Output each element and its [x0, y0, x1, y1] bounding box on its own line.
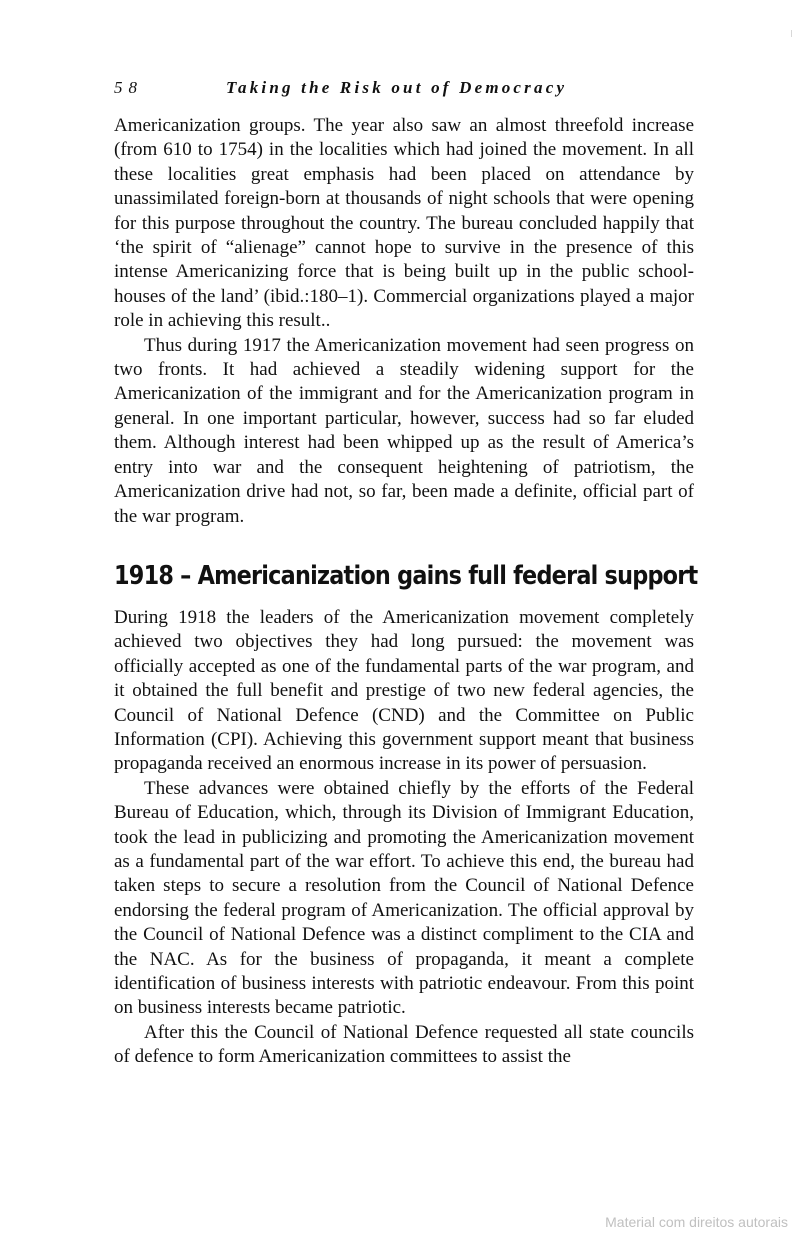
paragraph-1: Americanization groups. The year also saw an almost threefold increase (from 610 to 1754) in the localities which had joined the movement. In all these localities great emphasis had been placed on attendance by unassimilated foreign-born at thousands of night schools that were opening for this purpose throughout the country. The bureau concluded happily that ‘the spirit of “alienage” cannot hope to survive in the presence of this intense Americanizing force that is being built up in the public school-houses of the land’ (ibid.:180–1). Commercial organizations played a major role in achieving this result..: [114, 115, 694, 332]
page-header: [114, 78, 694, 102]
paragraph-5: After this the Council of National Defence requested all state councils of defence to form Americanization committees to assist the: [114, 1021, 694, 1068]
scan-edge-mark: [791, 30, 792, 37]
paragraph-3: During 1918 the leaders of the Americanization movement completely achieved two objectives they had long pursued: the movement was officially accepted as one of the fundamental parts of the war program, and it obtained the full benefit and prestige of two new federal agencies, the Council of National Defence (CND) and the Committee on Public Information (CPI). Achieving this government support meant that business propaganda received an enormous increase in its power of persuasion.: [114, 606, 694, 775]
section-heading: 1918 – Americanization gains full federal support: [114, 560, 698, 591]
paragraph-4: These advances were obtained chiefly by the efforts of the Federal Bureau of Education, which, through its Division of Immigrant Education, took the lead in publicizing and promoting the Americanization movement as a fundamental part of the war effort. To achieve this end, the bureau had taken steps to secure a resolution from the Council of National Defence endorsing the federal program of Americanization. The official approval by the Council of National Defence was a distinct compliment to the CIA and the NAC. As for the business of propaganda, it meant a complete identification of business interests with patriotic endeavour. From this point on business interests became patriotic.: [114, 777, 694, 1019]
page-number: 58: [114, 78, 143, 97]
body-text: [114, 114, 698, 1070]
copyright-watermark: Material com direitos autorais: [605, 1214, 788, 1230]
running-title: Taking the Risk out of Democracy: [226, 78, 568, 97]
paragraph-2: Thus during 1917 the Americanization movement had seen progress on two fronts. It had achieved a steadily widening support for the Americanization of the immigrant and for the Americanization program in general. In one important particular, however, success had so far eluded them. Although interest had been whipped up as the result of America’s entry into war and the consequent heightening of patriotism, the Americanization drive had not, so far, been made a definite, official part of the war program.: [114, 334, 694, 527]
